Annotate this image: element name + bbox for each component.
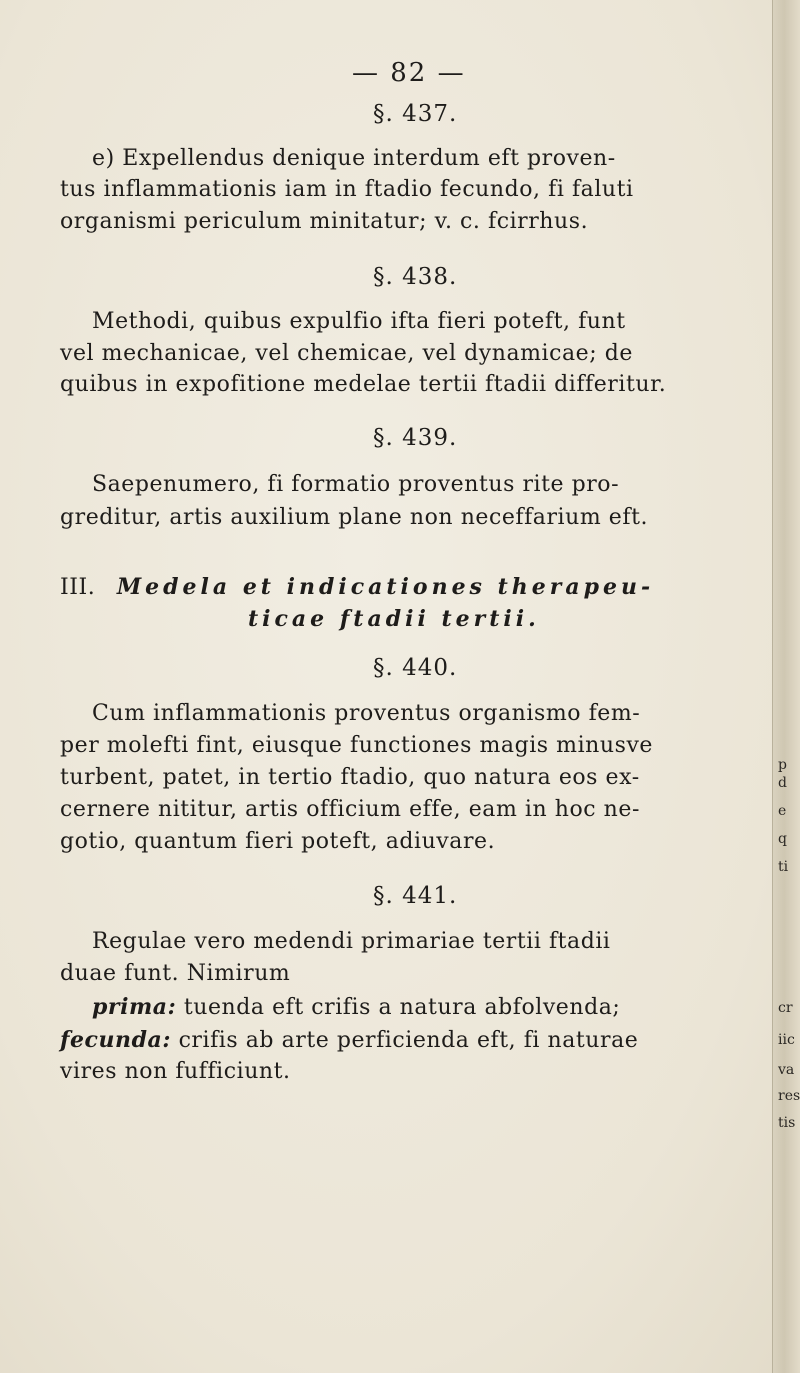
- text-line: organismi periculum minitatur; v. c. fcirrhus.: [60, 209, 589, 234]
- section-number: §. 438.: [373, 264, 458, 290]
- margin-fragment: p: [778, 757, 787, 773]
- section-number: §. 441.: [373, 883, 458, 909]
- page-header: — 82 —: [352, 58, 466, 88]
- text-line: quibus in expofitione medelae tertii ftadii differitur.: [60, 372, 667, 397]
- rule-text: tuenda eft crifis a natura abfolvenda;: [183, 995, 621, 1020]
- text-line: duae funt. Nimirum: [60, 961, 291, 986]
- section-number: §. 437.: [373, 101, 458, 127]
- text-line: tus inflammationis iam in ftadio fecundo, fi faluti: [60, 177, 634, 202]
- adjacent-page-edge: [772, 0, 800, 1373]
- chapter-title-line2: ticae ftadii tertii.: [248, 606, 540, 632]
- text-line: vel mechanicae, vel chemicae, vel dynamicae; de: [60, 341, 633, 366]
- text-line: turbent, patet, in tertio ftadio, quo natura eos ex-: [60, 765, 640, 790]
- rule-label: fecunda:: [60, 1027, 172, 1053]
- text-line: Saepenumero, fi formatio proventus rite pro-: [92, 472, 620, 497]
- section-number: §. 439.: [373, 425, 458, 451]
- chapter-numeral: III.: [60, 575, 96, 600]
- text-line: cernere nititur, artis officium effe, eam in hoc ne-: [60, 797, 640, 822]
- text-line: Regulae vero medendi primariae tertii ftadii: [92, 929, 611, 954]
- rule-label: prima:: [92, 994, 177, 1020]
- margin-fragment: d: [778, 775, 787, 791]
- margin-fragment: tis: [778, 1115, 796, 1131]
- text-line: e) Expellendus denique interdum eft proven-: [92, 146, 616, 171]
- chapter-heading: [60, 576, 654, 599]
- text-line: Methodi, quibus expulfio ifta fieri poteft, funt: [92, 309, 626, 334]
- rule-item: [92, 996, 620, 1019]
- text-line: greditur, artis auxilium plane non neceffarium eft.: [60, 505, 648, 530]
- chapter-title-line1: Medela et indicationes therapeu-: [116, 574, 655, 600]
- margin-fragment: res: [778, 1088, 800, 1104]
- text-line: gotio, quantum fieri poteft, adiuvare.: [60, 829, 496, 854]
- rule-text: crifis ab arte perficienda eft, fi naturae: [178, 1028, 639, 1053]
- margin-fragment: ti: [778, 859, 789, 875]
- margin-fragment: e: [778, 803, 787, 819]
- margin-fragment: q: [778, 831, 787, 847]
- margin-fragment: cr: [778, 1000, 793, 1016]
- margin-fragment: va: [778, 1062, 795, 1078]
- section-number: §. 440.: [373, 655, 458, 681]
- text-line: per molefti fint, eiusque functiones magis minusve: [60, 733, 653, 758]
- text-line: Cum inflammationis proventus organismo fem-: [92, 701, 641, 726]
- rule-item: [60, 1029, 638, 1052]
- text-line: vires non fufficiunt.: [60, 1059, 291, 1084]
- margin-fragment: iic: [778, 1032, 795, 1048]
